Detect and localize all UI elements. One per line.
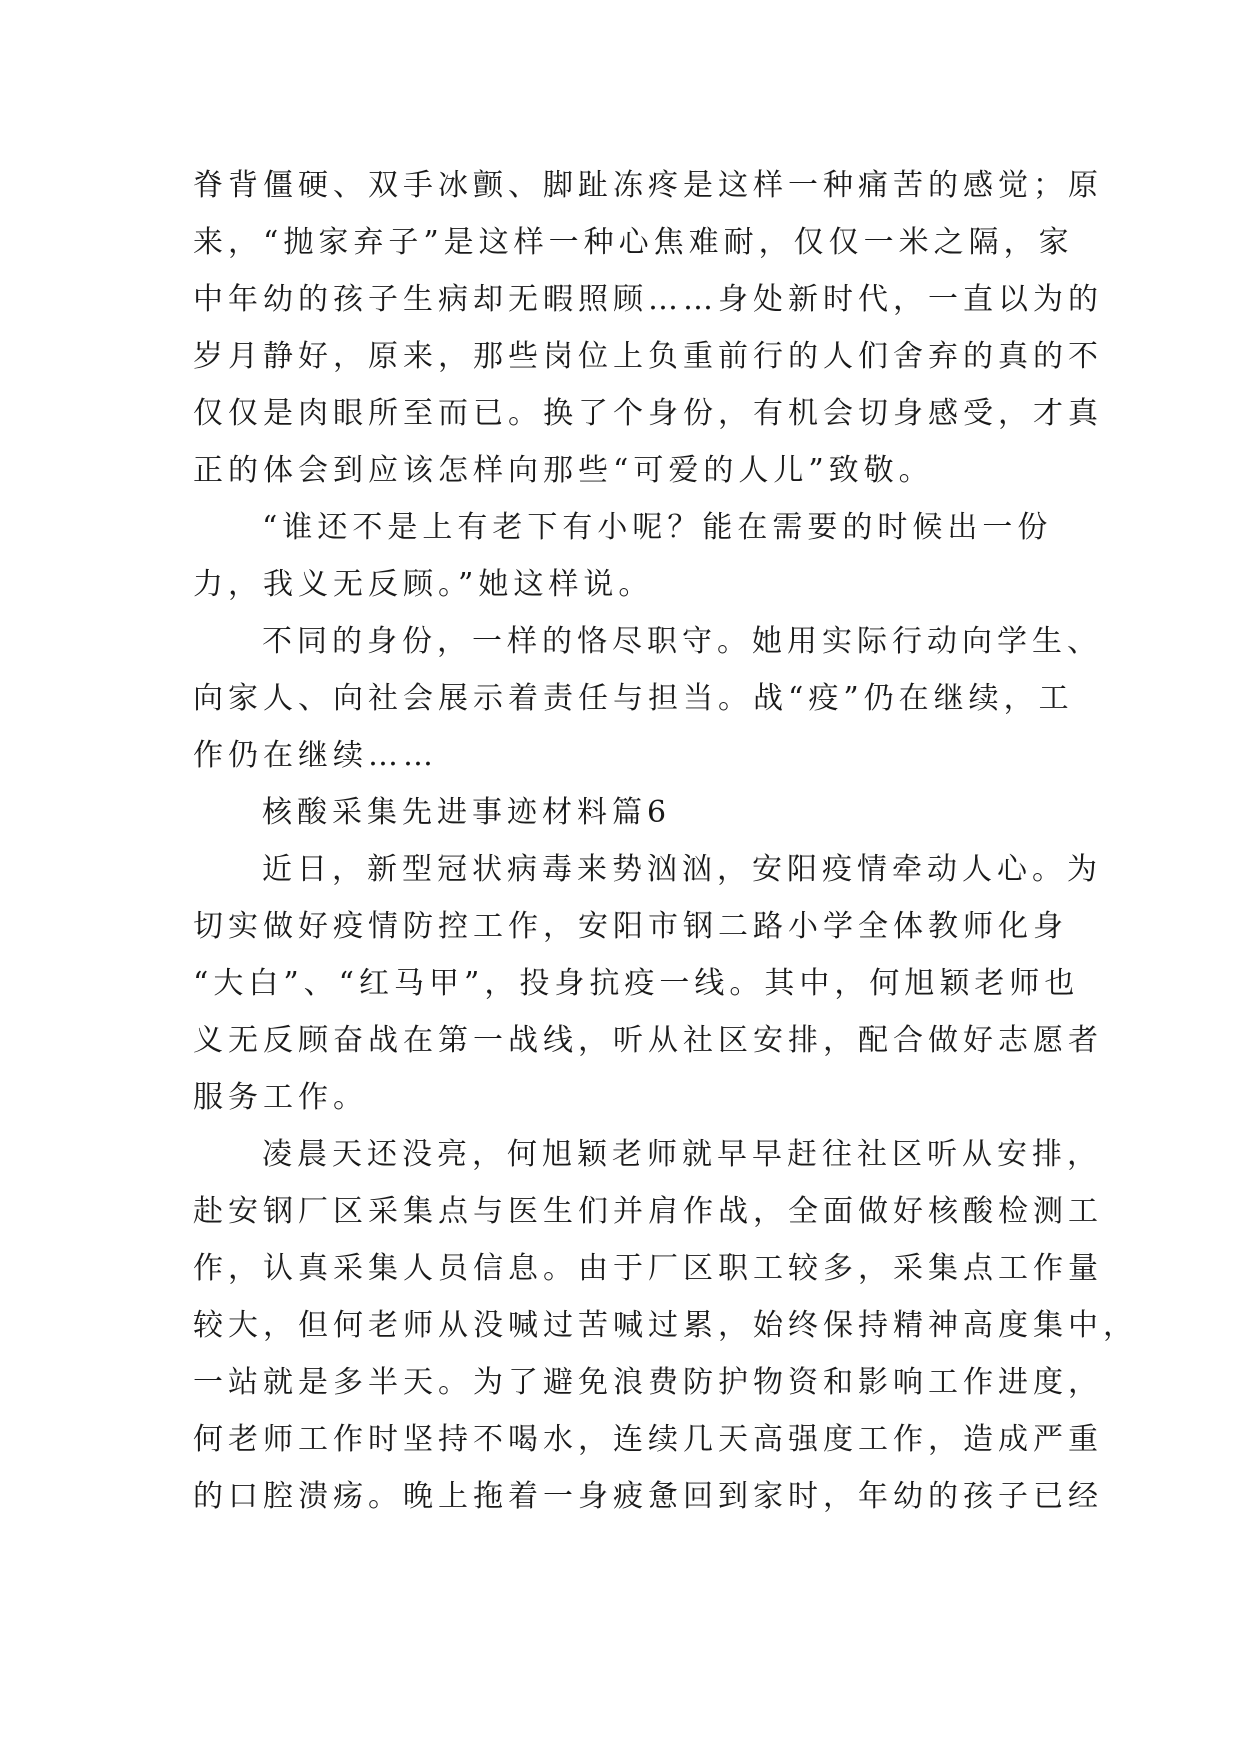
text-line: 切实做好疫情防控工作，安阳市钢二路小学全体教师化身 xyxy=(193,909,1068,944)
text-line: 服务工作。 xyxy=(193,1080,368,1115)
text-line: 近日，新型冠状病毒来势汹汹，安阳疫情牵动人心。为 xyxy=(262,852,1102,887)
text-line: 较大，但何老师从没喊过苦喊过累，始终保持精神高度集中， xyxy=(193,1308,1138,1343)
text-line: 义无反顾奋战在第一战线，听从社区安排，配合做好志愿者 xyxy=(193,1023,1103,1058)
text-line: 中年幼的孩子生病却无暇照顾……身处新时代，一直以为的 xyxy=(193,282,1103,317)
text-line: 正的体会到应该怎样向那些“可爱的人儿”致敬。 xyxy=(193,453,934,488)
text-line: 仅仅是肉眼所至而已。换了个身份，有机会切身感受，才真 xyxy=(193,396,1103,431)
text-line: 力，我义无反顾。”她这样说。 xyxy=(193,567,654,602)
text-line: 作，认真采集人员信息。由于厂区职工较多，采集点工作量 xyxy=(193,1251,1103,1286)
text-line: “大白”、“红马甲”，投身抗疫一线。其中，何旭颖老师也 xyxy=(193,966,1080,1001)
text-line: “谁还不是上有老下有小呢？能在需要的时候出一份 xyxy=(262,510,1053,545)
text-line: 脊背僵硬、双手冰颤、脚趾冻疼是这样一种痛苦的感觉；原 xyxy=(193,168,1103,203)
text-line: 作仍在继续…… xyxy=(193,738,438,773)
text-line: 来，“抛家弃子”是这样一种心焦难耐，仅仅一米之隔，家 xyxy=(193,225,1074,260)
text-line: 何老师工作时坚持不喝水，连续几天高强度工作，造成严重 xyxy=(193,1422,1103,1457)
text-line: 不同的身份，一样的恪尽职守。她用实际行动向学生、 xyxy=(262,624,1102,659)
text-line: 向家人、向社会展示着责任与担当。战“疫”仍在继续，工 xyxy=(193,681,1074,716)
text-line: 一站就是多半天。为了避免浪费防护物资和影响工作进度， xyxy=(193,1365,1103,1400)
text-line: 凌晨天还没亮，何旭颖老师就早早赶往社区听从安排， xyxy=(262,1137,1102,1172)
section-heading: 核酸采集先进事迹材料篇6 xyxy=(262,795,672,830)
text-line: 赴安钢厂区采集点与医生们并肩作战，全面做好核酸检测工 xyxy=(193,1194,1103,1229)
text-line: 的口腔溃疡。晚上拖着一身疲惫回到家时，年幼的孩子已经 xyxy=(193,1479,1103,1514)
text-line: 岁月静好，原来，那些岗位上负重前行的人们舍弃的真的不 xyxy=(193,339,1103,374)
